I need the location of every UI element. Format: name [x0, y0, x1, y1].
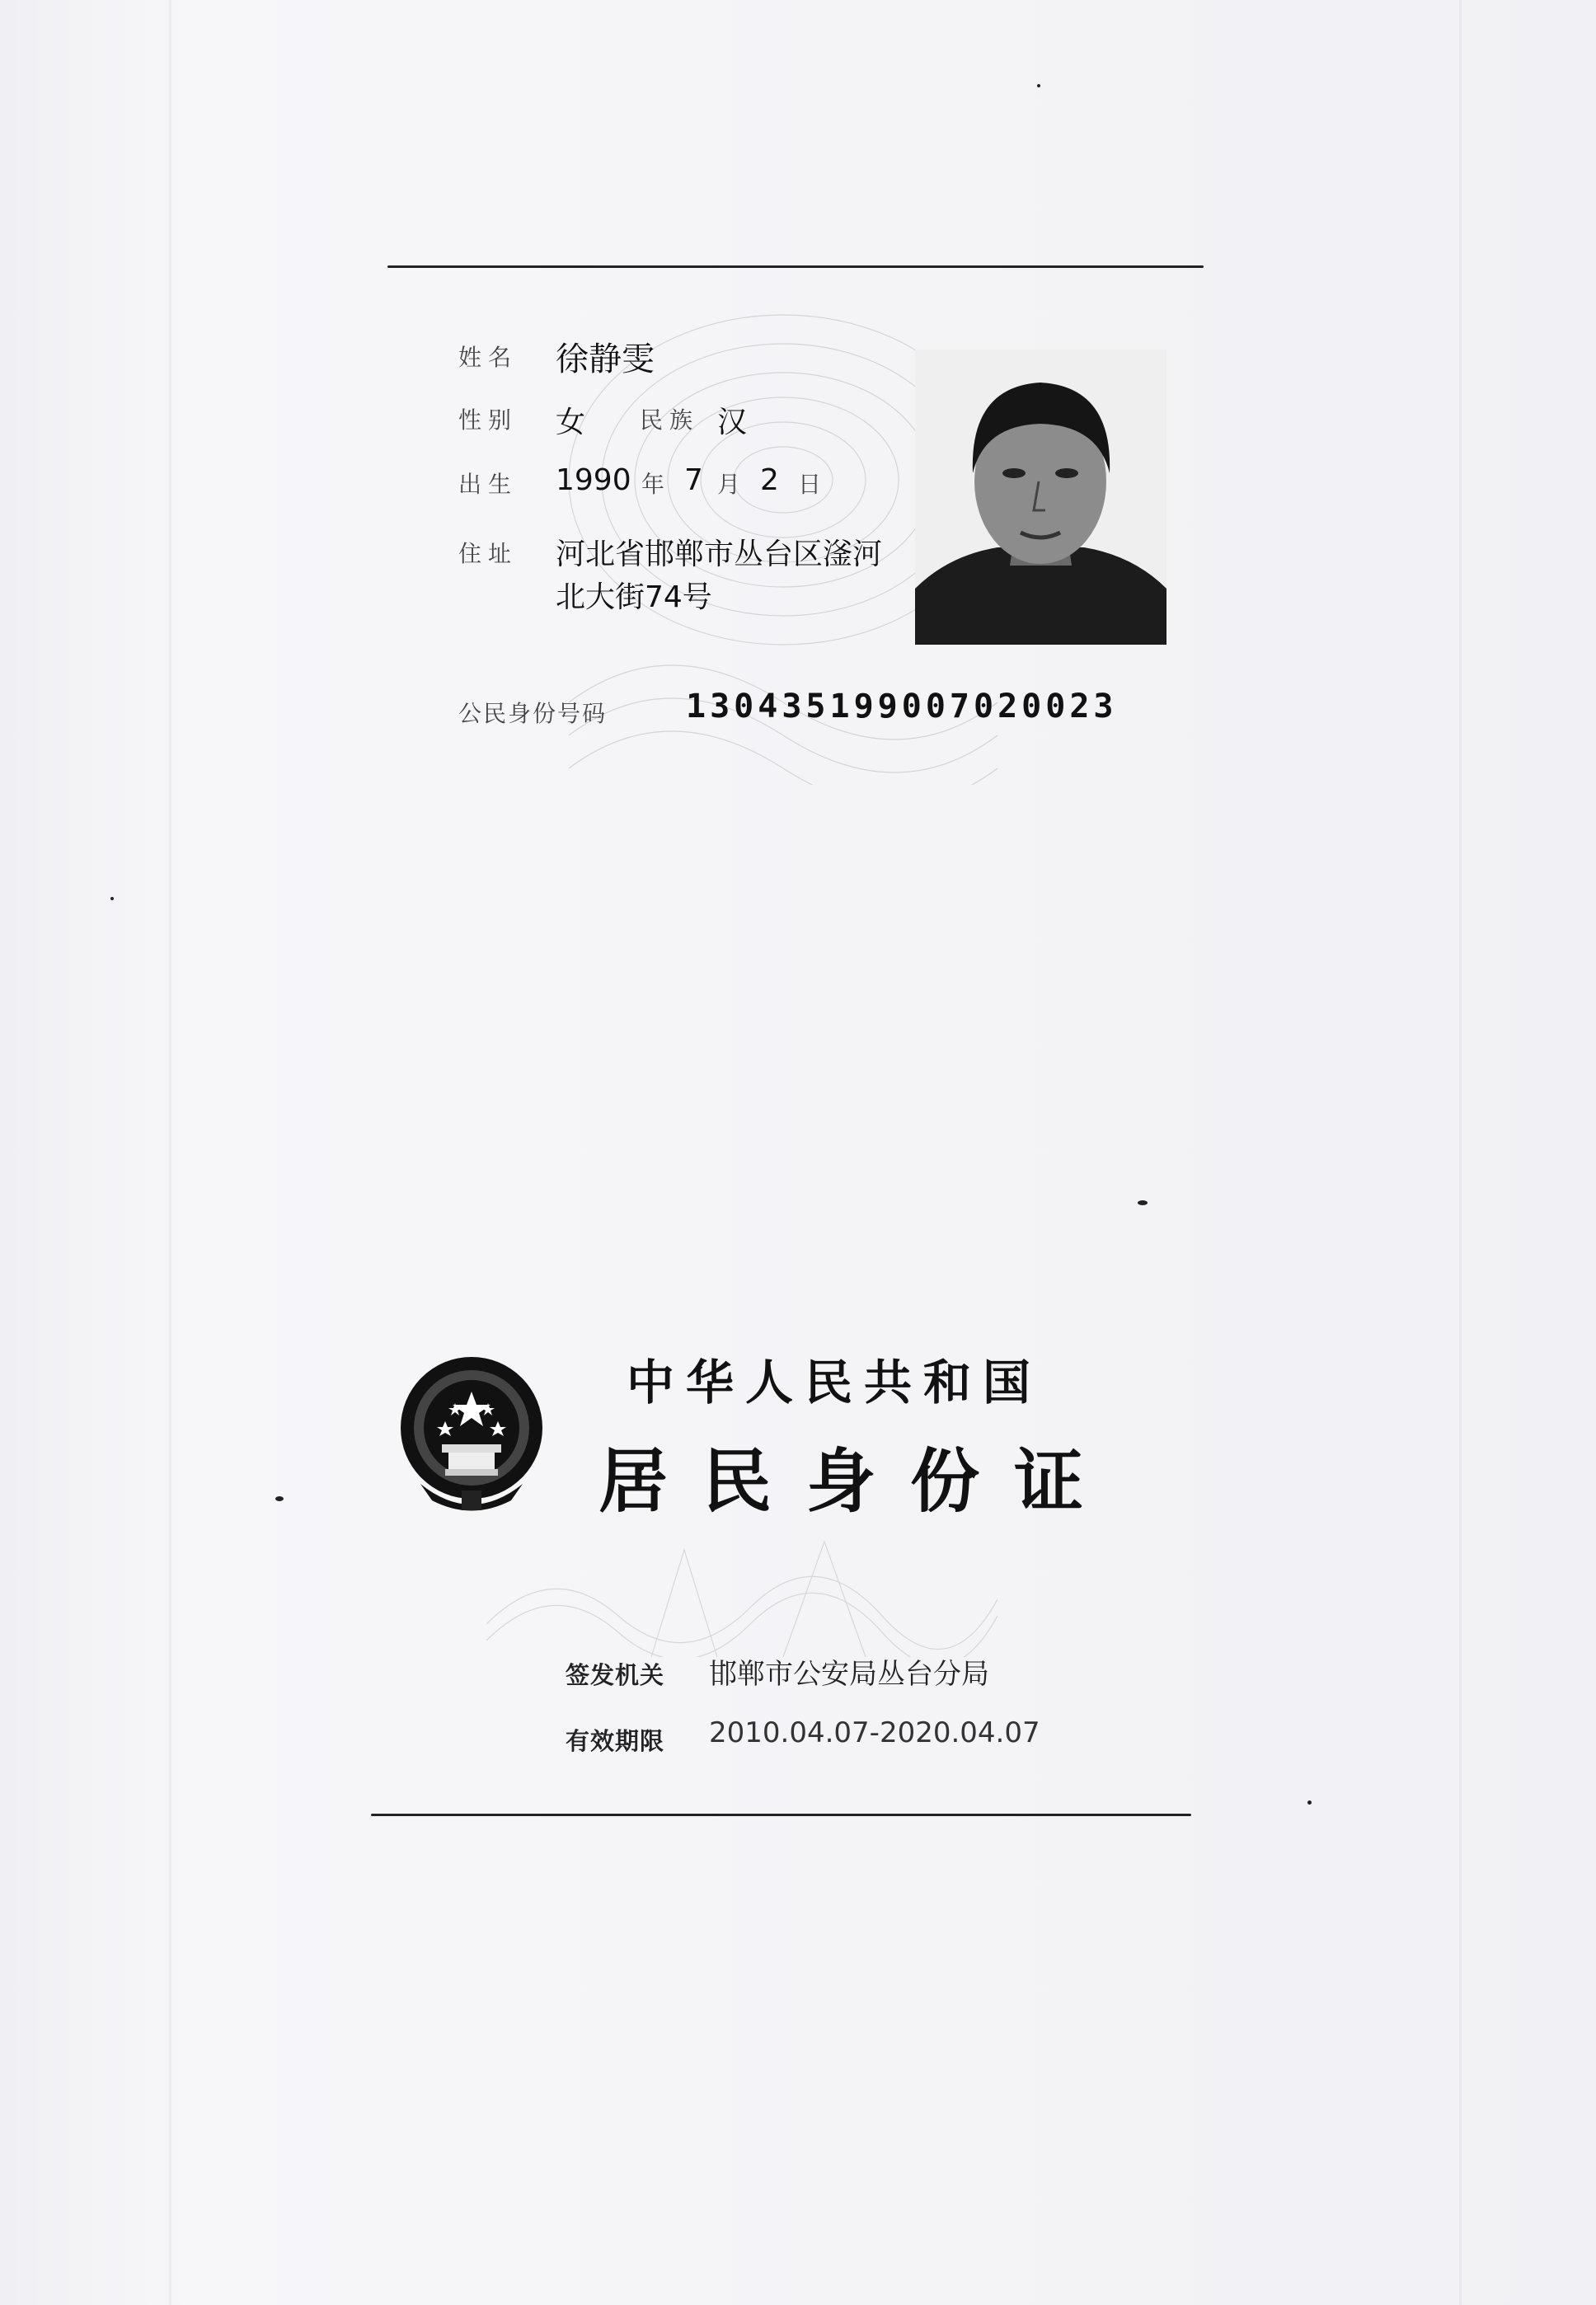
validity-label: 有效期限 — [566, 1727, 665, 1755]
address-line-1: 河北省邯郸市丛台区滏河 — [556, 538, 883, 571]
sex-label: 性别 — [458, 406, 519, 434]
scan-speck — [1138, 1200, 1148, 1205]
address-line-2: 北大街74号 — [556, 580, 712, 614]
country-name: 中华人民共和国 — [627, 1354, 1043, 1411]
name-label: 姓名 — [458, 344, 519, 371]
month-unit: 月 — [717, 471, 748, 498]
scan-speck — [110, 897, 114, 900]
birth-label: 出生 — [458, 471, 519, 498]
issuing-authority-value: 邯郸市公安局丛台分局 — [709, 1658, 989, 1691]
scan-speck — [275, 1496, 284, 1501]
document-title: 居民身份证 — [598, 1440, 1119, 1522]
id-card-front — [387, 265, 1204, 793]
background-pattern — [486, 1525, 998, 1657]
scan-speck — [1307, 1800, 1312, 1805]
id-number-value: 130435199007020023 — [686, 688, 1118, 725]
birth-year: 1990 — [556, 463, 631, 497]
ethnicity-label: 民族 — [640, 406, 700, 434]
name-value: 徐静雯 — [556, 340, 655, 378]
sex-value: 女 — [556, 406, 586, 439]
id-card-back — [371, 1286, 1191, 1822]
day-unit: 日 — [798, 471, 829, 498]
national-emblem — [396, 1352, 548, 1515]
issuing-authority-label: 签发机关 — [566, 1661, 665, 1689]
year-unit: 年 — [641, 471, 672, 498]
scan-fold-line — [1459, 0, 1462, 2305]
card-bottom-edge — [371, 1814, 1191, 1816]
id-number-label: 公民身份号码 — [458, 700, 608, 727]
portrait-image — [915, 350, 1166, 645]
scan-speck — [1037, 84, 1040, 87]
ethnicity-value: 汉 — [717, 406, 748, 439]
portrait-photo — [915, 350, 1166, 645]
validity-value: 2010.04.07-2020.04.07 — [709, 1716, 1040, 1749]
birth-month: 7 — [684, 463, 703, 497]
card-top-edge — [387, 265, 1204, 268]
address-label: 住址 — [458, 540, 519, 567]
birth-day: 2 — [760, 463, 779, 497]
scan-fold-line — [169, 0, 171, 2305]
